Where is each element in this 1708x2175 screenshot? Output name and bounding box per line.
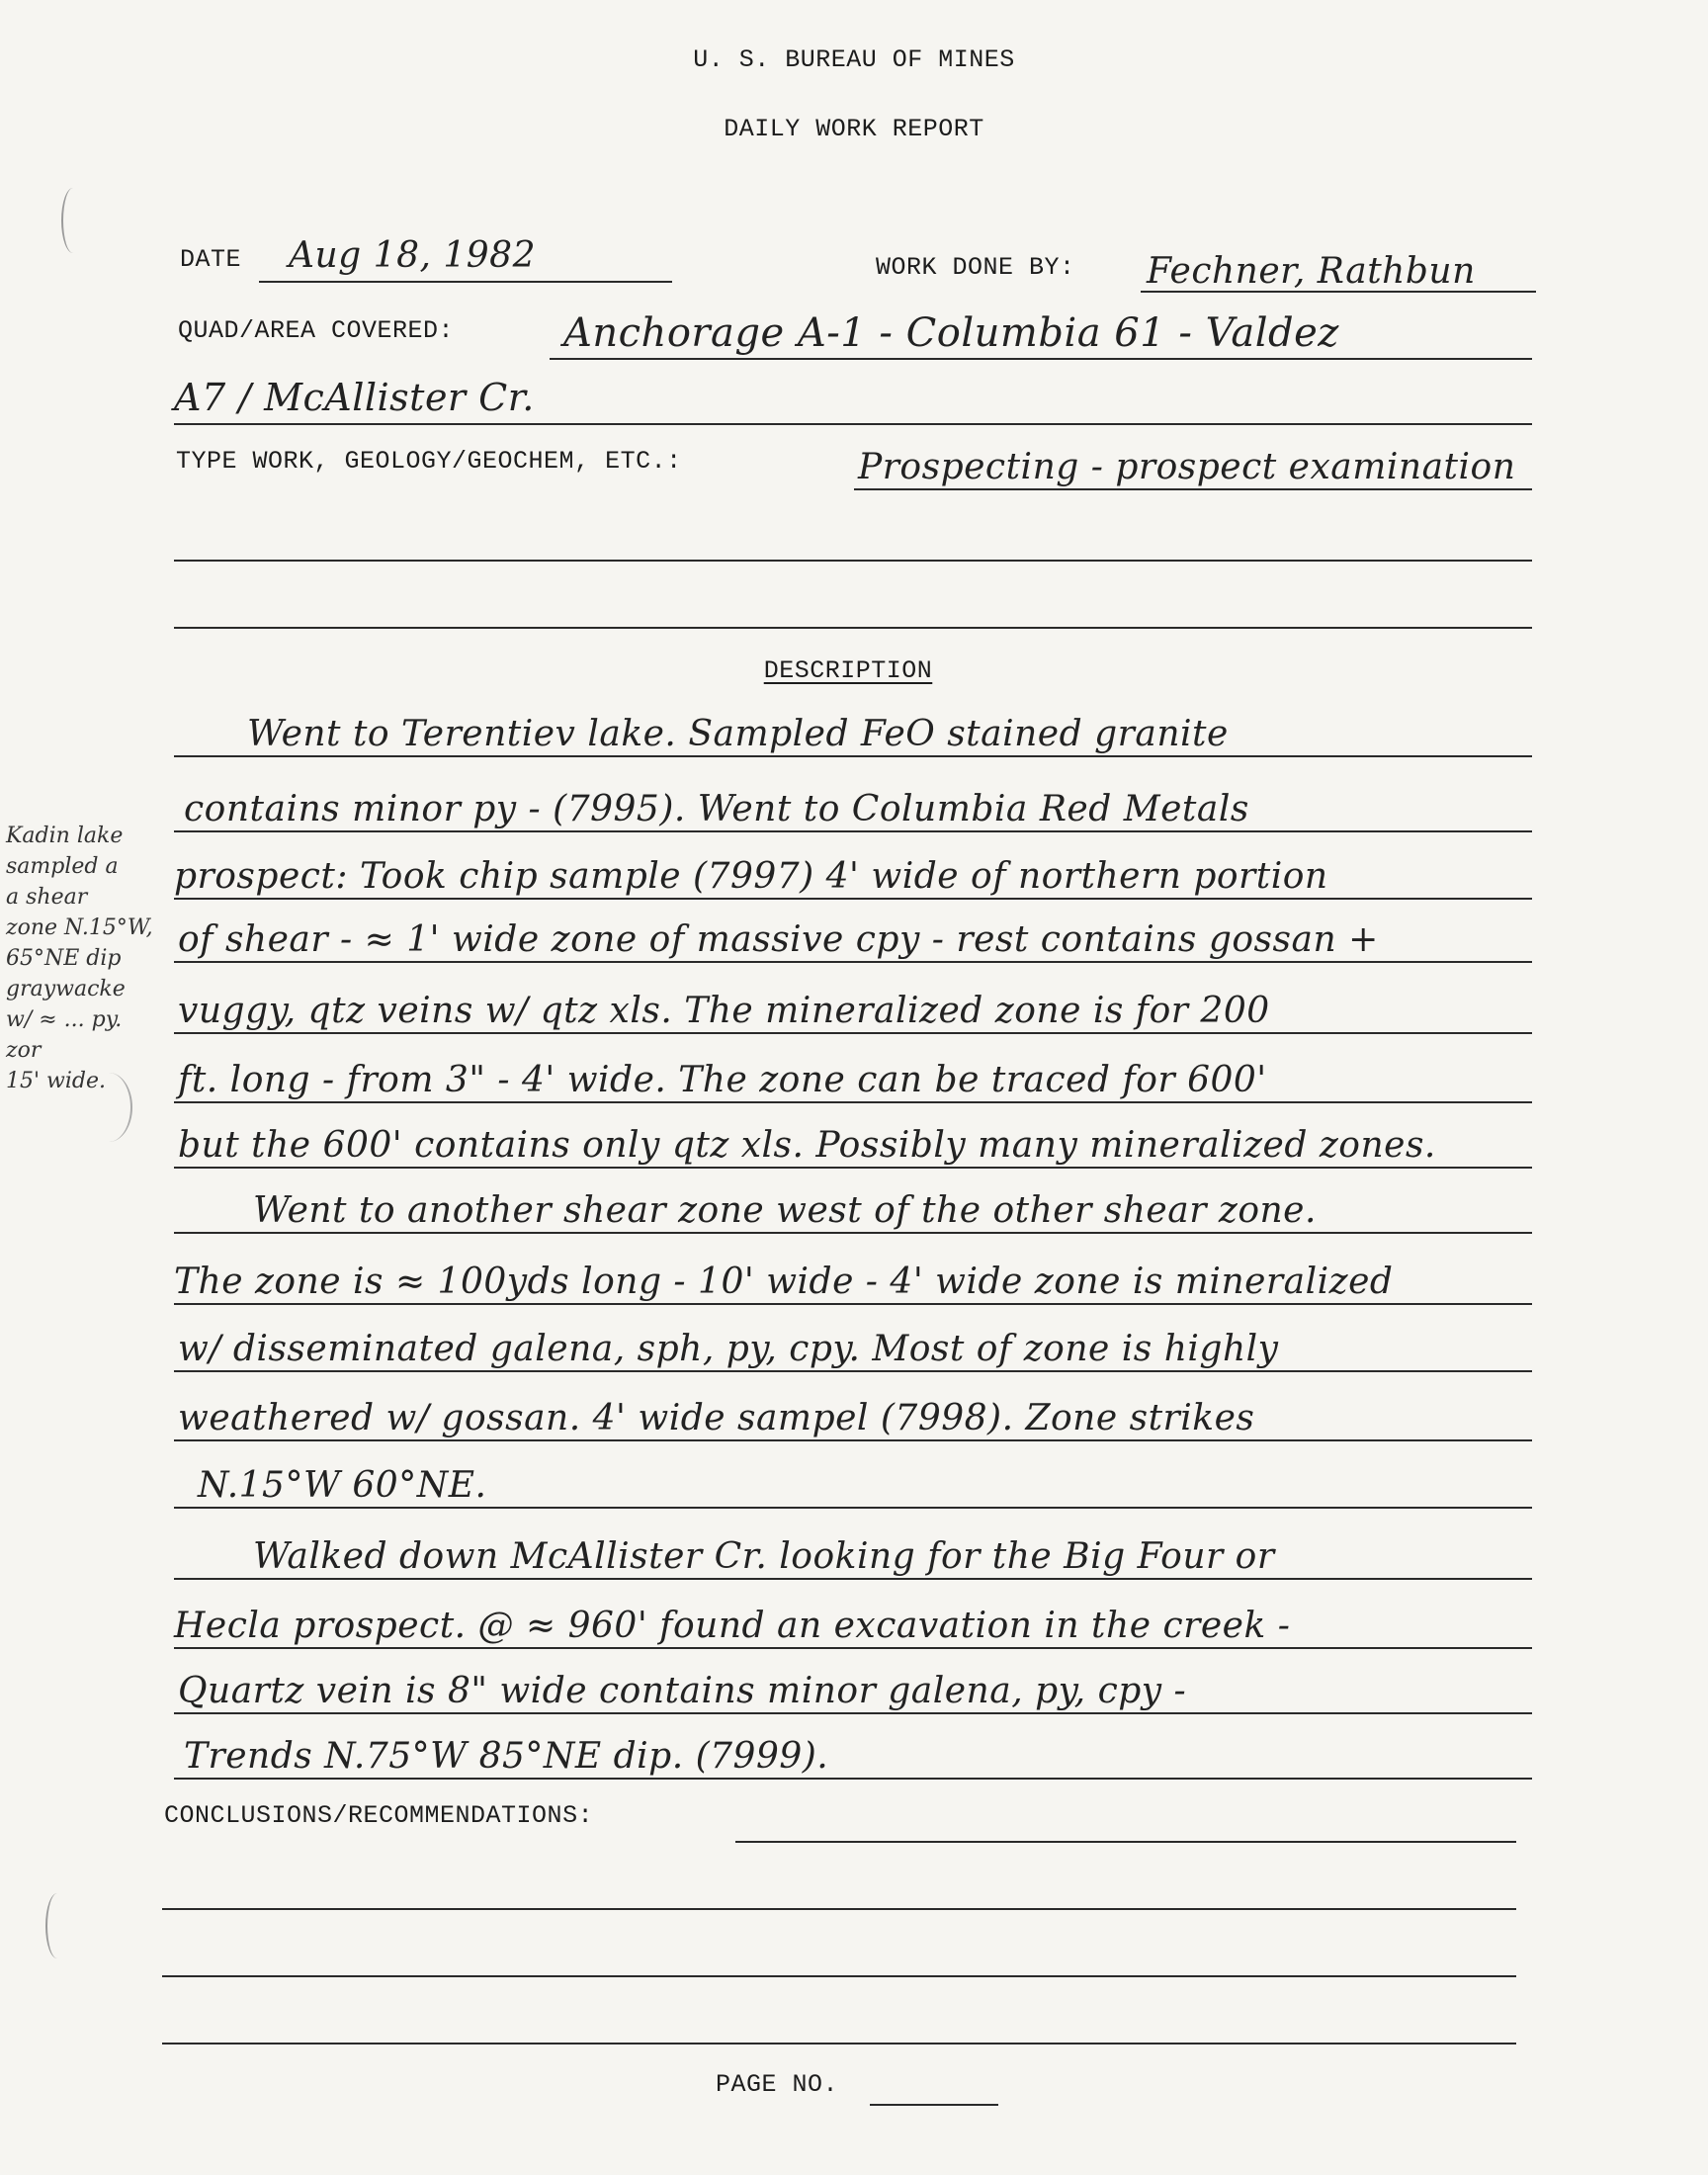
margin-note-line: graywacke — [6, 977, 126, 1001]
type-work-label: TYPE WORK, GEOLOGY/GEOCHEM, ETC.: — [176, 447, 682, 476]
desc-line-9: The zone is ≈ 100yds long - 10' wide - 4' wide zone is mineralized — [174, 1262, 1394, 1302]
margin-note-line: Kadin lake — [6, 824, 124, 848]
desc-line-14: Hecla prospect. @ ≈ 960' found an excavation in the creek - — [174, 1606, 1291, 1646]
type-work-line-3 — [174, 627, 1532, 629]
margin-note-line: zone N.15°W, — [6, 915, 153, 940]
page-no-line — [870, 2104, 998, 2106]
quad-label: QUAD/AREA COVERED: — [178, 316, 455, 345]
desc-line-12: N.15°W 60°NE. — [198, 1465, 487, 1506]
desc-rule-8 — [174, 1232, 1532, 1234]
conclusions-line-2 — [162, 1908, 1516, 1910]
type-work-line-1 — [854, 488, 1532, 490]
quad-value-line2: A7 / McAllister Cr. — [174, 376, 535, 419]
date-value: Aug 18, 1982 — [289, 235, 536, 276]
punch-hole-bottom — [45, 1893, 69, 1958]
desc-rule-3 — [174, 898, 1532, 900]
date-label: DATE — [180, 245, 242, 274]
margin-note-line: sampled a — [6, 854, 119, 879]
quad-value-line1: Anchorage A-1 - Columbia 61 - Valdez — [563, 310, 1339, 356]
desc-rule-13 — [174, 1578, 1532, 1580]
desc-line-16: Trends N.75°W 85°NE dip. (7999). — [184, 1736, 829, 1777]
desc-line-7: but the 600' contains only qtz xls. Possibly many mineralized zones. — [178, 1125, 1436, 1166]
desc-rule-7 — [174, 1167, 1532, 1169]
desc-rule-6 — [174, 1101, 1532, 1103]
desc-rule-4 — [174, 961, 1532, 963]
agency-title: U. S. BUREAU OF MINES — [693, 45, 1015, 74]
quad-line-2 — [174, 423, 1532, 425]
margin-note-line: a shear — [6, 885, 88, 910]
margin-note-line: 15' wide. — [6, 1069, 106, 1093]
desc-rule-5 — [174, 1032, 1532, 1034]
margin-note-line: w/ ≈ ... py. — [6, 1007, 123, 1032]
desc-rule-14 — [174, 1647, 1532, 1649]
desc-rule-16 — [174, 1778, 1532, 1780]
desc-rule-10 — [174, 1370, 1532, 1372]
desc-line-4: of shear - ≈ 1' wide zone of massive cpy - rest contains gossan + — [178, 919, 1379, 960]
conclusions-line-4 — [162, 2043, 1516, 2044]
desc-rule-1 — [174, 755, 1532, 757]
work-done-by-label: WORK DONE BY: — [876, 253, 1075, 282]
conclusions-line-3 — [162, 1975, 1516, 1977]
desc-rule-2 — [174, 830, 1532, 832]
punch-hole-top — [61, 188, 85, 253]
desc-line-11: weathered w/ gossan. 4' wide sampel (7998). Zone strikes — [178, 1398, 1255, 1438]
date-line — [259, 281, 672, 283]
desc-rule-9 — [174, 1303, 1532, 1305]
desc-line-10: w/ disseminated galena, sph, py, cpy. Most of zone is highly — [178, 1329, 1279, 1369]
desc-rule-12 — [174, 1507, 1532, 1509]
desc-rule-15 — [174, 1712, 1532, 1714]
desc-rule-11 — [174, 1439, 1532, 1441]
conclusions-line-1 — [735, 1841, 1516, 1843]
description-heading: DESCRIPTION — [763, 656, 933, 685]
desc-line-1: Went to Terentiev lake. Sampled FeO stained granite — [247, 714, 1229, 754]
desc-line-3: prospect: Took chip sample (7997) 4' wide of northern portion — [174, 856, 1328, 897]
work-done-by-value: Fechner, Rathbun — [1147, 251, 1476, 292]
desc-line-8: Went to another shear zone west of the other shear zone. — [253, 1190, 1317, 1231]
margin-note — [6, 821, 174, 1096]
margin-note-line: 65°NE dip — [6, 946, 122, 971]
report-title: DAILY WORK REPORT — [724, 115, 984, 143]
conclusions-label: CONCLUSIONS/RECOMMENDATIONS: — [164, 1801, 594, 1830]
page-no-label: PAGE NO. — [716, 2070, 839, 2099]
desc-line-5: vuggy, qtz veins w/ qtz xls. The mineralized zone is for 200 — [178, 991, 1270, 1031]
margin-note-line: zor — [6, 1038, 42, 1063]
desc-line-13: Walked down McAllister Cr. looking for the Big Four or — [253, 1536, 1275, 1577]
type-work-value: Prospecting - prospect examination — [858, 447, 1516, 487]
desc-line-2: contains minor py - (7995). Went to Columbia Red Metals — [184, 789, 1249, 829]
type-work-line-2 — [174, 560, 1532, 562]
quad-line-1 — [550, 358, 1532, 360]
desc-line-15: Quartz vein is 8" wide contains minor galena, py, cpy - — [178, 1671, 1187, 1711]
desc-line-6: ft. long - from 3" - 4' wide. The zone can be traced for 600' — [178, 1060, 1267, 1100]
